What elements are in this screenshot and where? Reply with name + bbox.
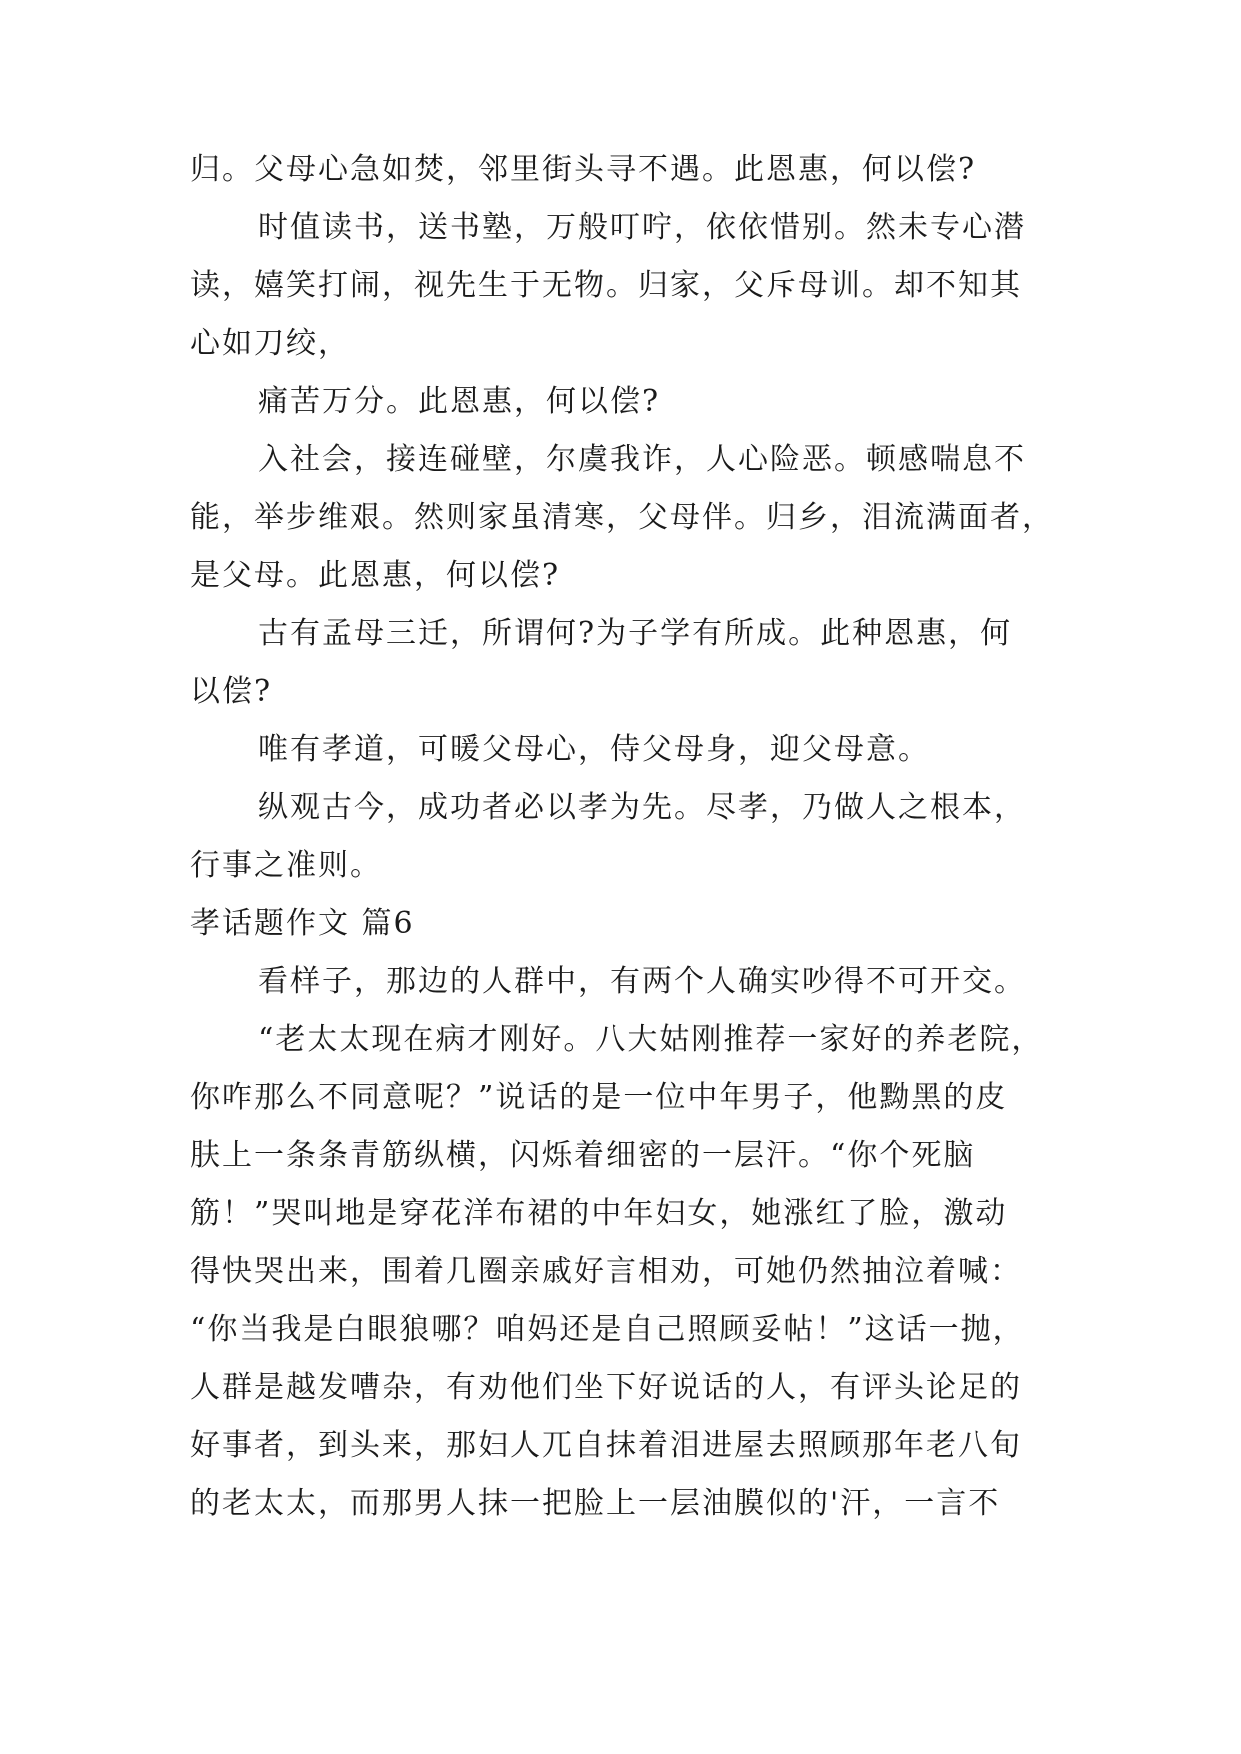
section-heading: 孝话题作文 篇6 — [190, 906, 415, 941]
text-line: 唯有孝道，可暖父母心，侍父母身，迎父母意。 — [258, 732, 930, 767]
text-line: 时值读书，送书塾，万般叮咛，依依惜别。然未专心潜 — [258, 210, 1026, 245]
text-line: 以偿? — [190, 674, 273, 709]
text-line: 筋！”哭叫地是穿花洋布裙的中年妇女，她涨红了脸，激动 — [190, 1196, 1008, 1231]
text-line: 古有孟母三迁，所谓何?为子学有所成。此种恩惠，何 — [258, 616, 1013, 651]
text-line: 肤上一条条青筋纵横，闪烁着细密的一层汗。“你个死脑 — [190, 1138, 976, 1173]
text-line: 是父母。此恩惠，何以偿? — [190, 558, 561, 593]
text-line: “你当我是白眼狼哪？咱妈还是自己照顾妥帖！”这话一抛， — [190, 1312, 1025, 1347]
text-line: 的老太太，而那男人抹一把脸上一层油膜似的'汗，一言不 — [190, 1486, 1001, 1521]
text-line: 看样子，那边的人群中，有两个人确实吵得不可开交。 — [258, 964, 1026, 999]
text-line: 入社会，接连碰壁，尔虞我诈，人心险恶。顿感喘息不 — [258, 442, 1026, 477]
text-line: 好事者，到头来，那妇人兀自抹着泪进屋去照顾那年老八旬 — [190, 1428, 1022, 1463]
text-line: 痛苦万分。此恩惠，何以偿? — [258, 384, 661, 419]
text-line: 行事之准则。 — [190, 848, 382, 883]
text-line: 纵观古今，成功者必以孝为先。尽孝，乃做人之根本， — [258, 790, 1026, 825]
text-line: 读，嬉笑打闹，视先生于无物。归家，父斥母训。却不知其 — [190, 268, 1022, 303]
text-line: 人群是越发嘈杂，有劝他们坐下好说话的人，有评头论足的 — [190, 1370, 1022, 1405]
text-line: “老太太现在病才刚好。八大姑刚推荐一家好的养老院， — [258, 1022, 1044, 1057]
text-line: 归。父母心急如焚，邻里街头寻不遇。此恩惠，何以偿? — [190, 152, 977, 187]
text-line: 得快哭出来，围着几圈亲戚好言相劝，可她仍然抽泣着喊： — [190, 1254, 1022, 1289]
text-line: 能，举步维艰。然则家虽清寒，父母伴。归乡，泪流满面者， — [190, 500, 1054, 535]
text-line: 你咋那么不同意呢？”说话的是一位中年男子，他黝黑的皮 — [190, 1080, 1008, 1115]
text-line: 心如刀绞， — [190, 326, 350, 361]
